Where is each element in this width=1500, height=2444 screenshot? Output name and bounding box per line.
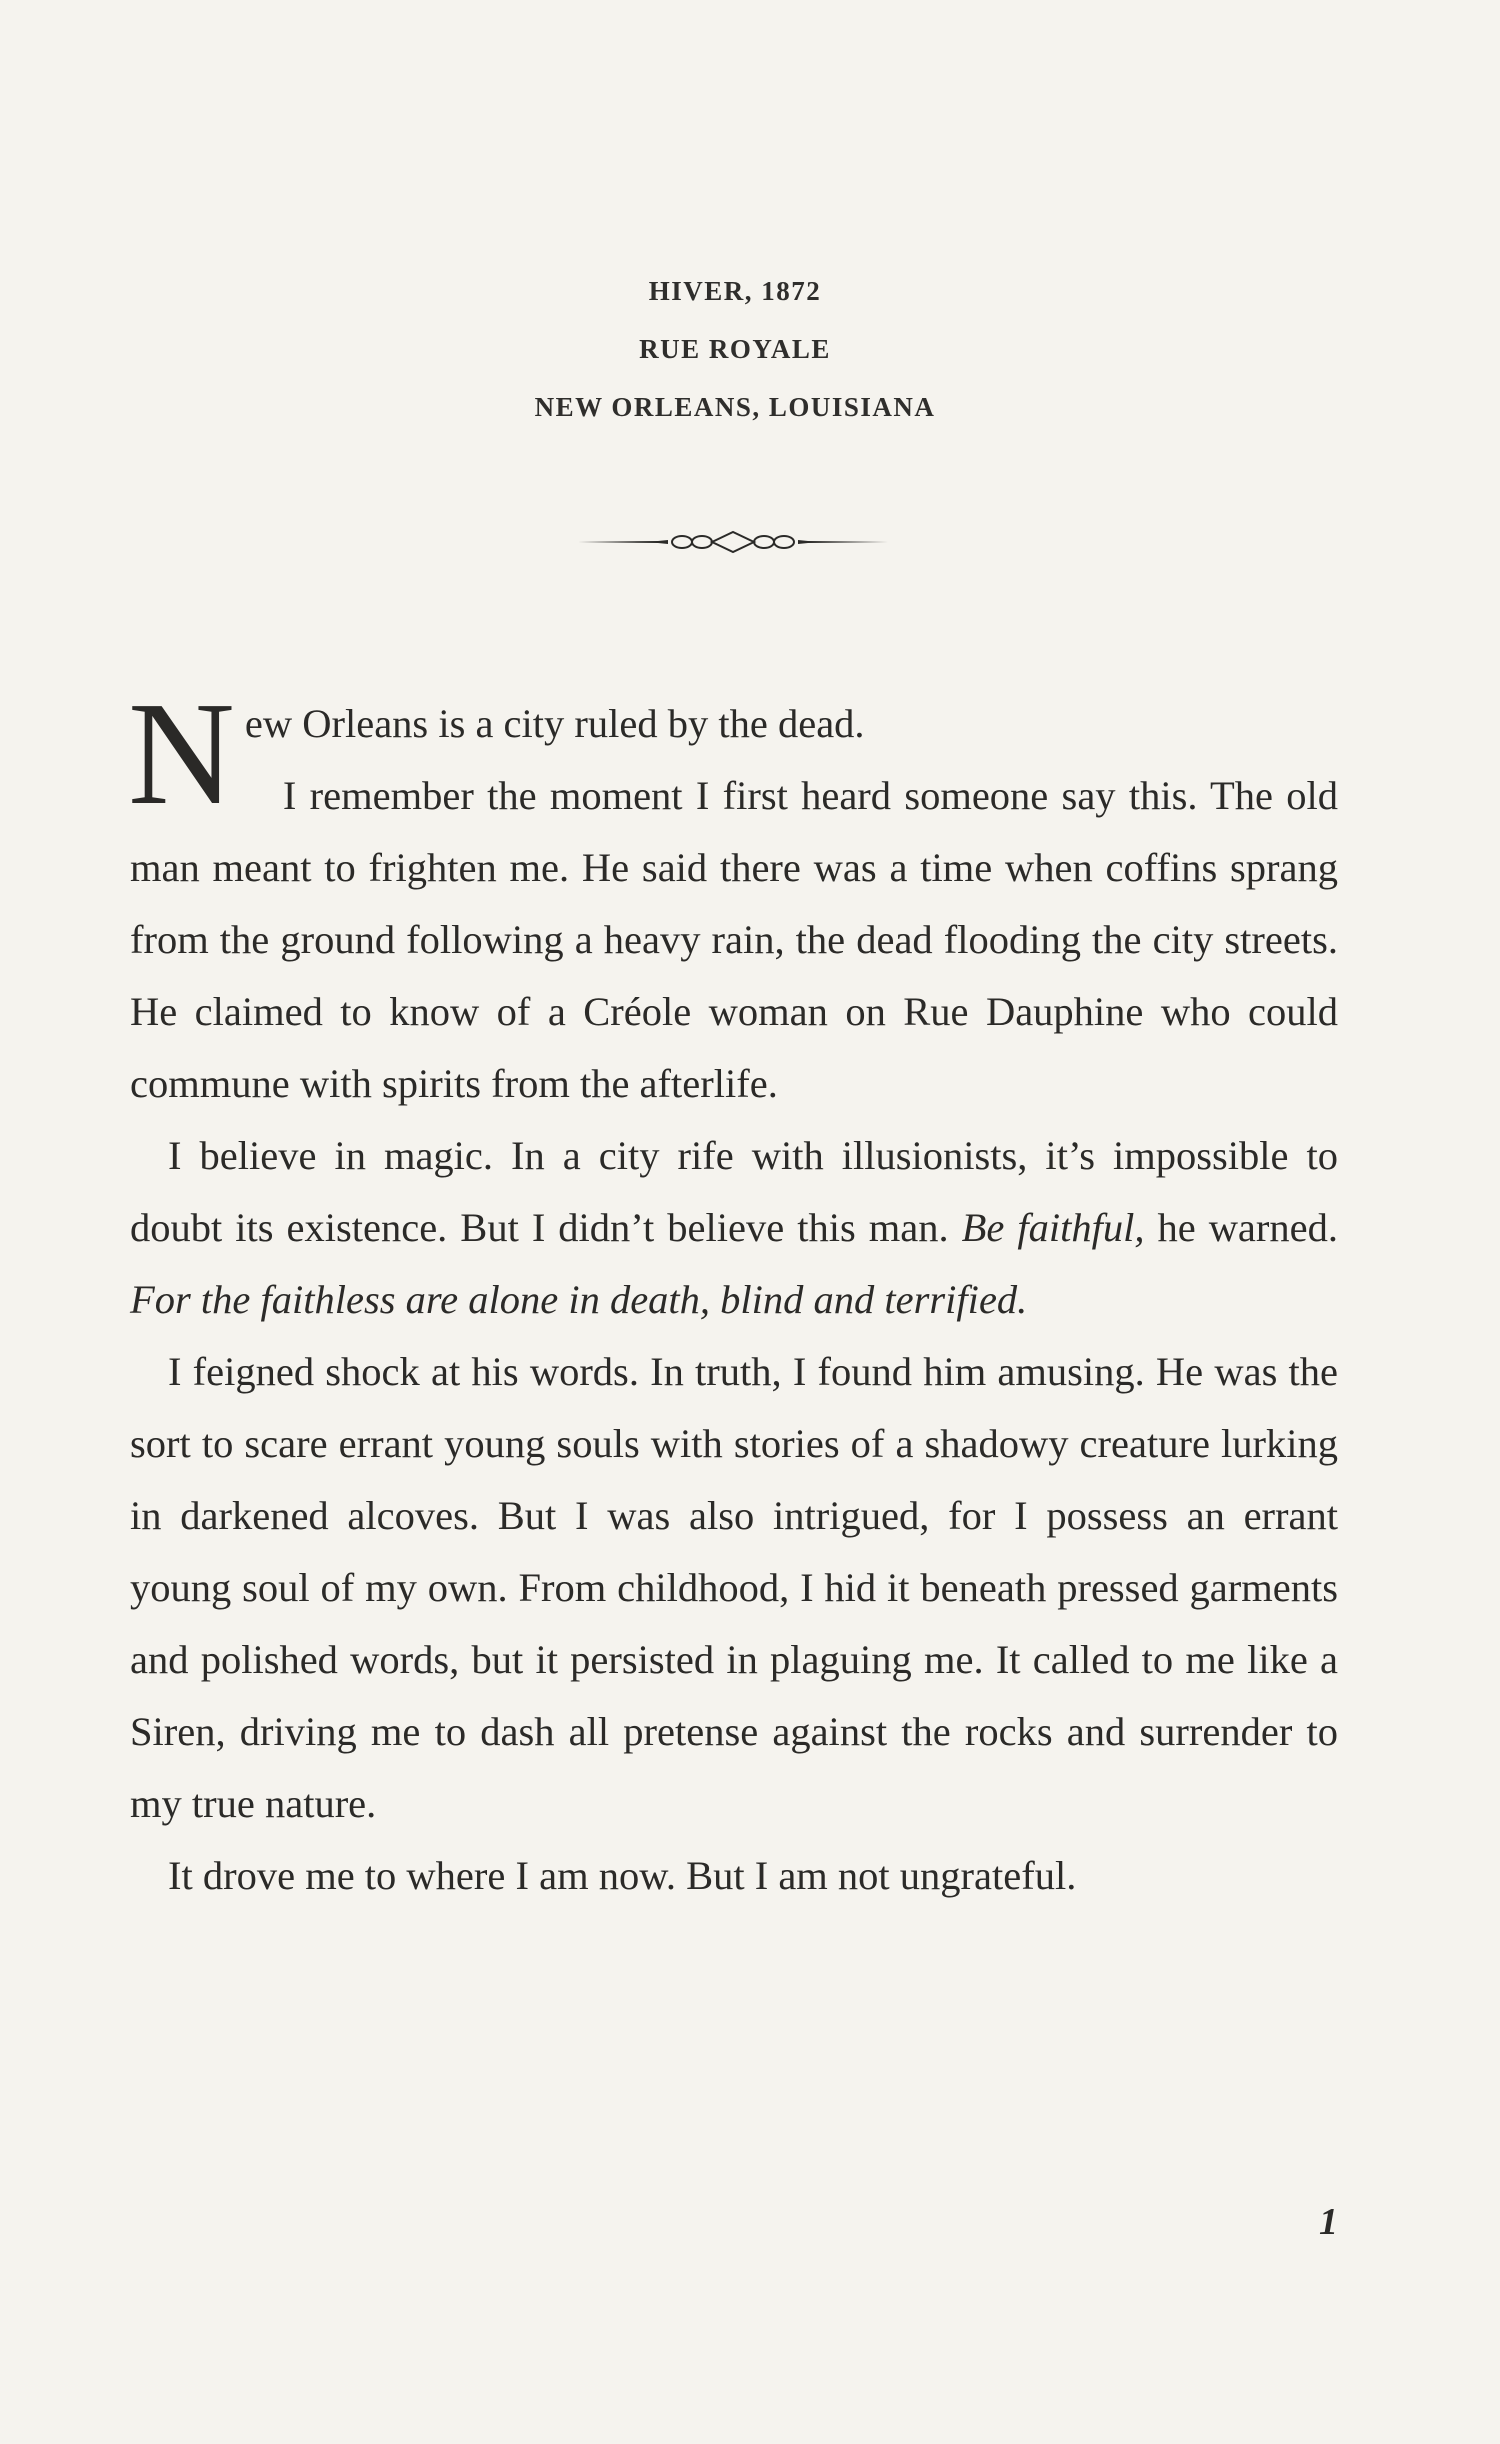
drop-cap: N xyxy=(128,672,235,836)
paragraph-1 xyxy=(128,672,1338,836)
body-text xyxy=(128,672,1339,1912)
paragraph-3-italic-b: For the faithless are alone in death, blind and terrified. xyxy=(130,1277,1028,1322)
paragraph-2: I remember the moment I first heard someone say this. The old man meant to frighten me. He said there was a time when coffins sprang from the ground following a heavy rain, the dead flooding the city streets. He claimed to know of a Créole woman on Rue Dauphine who could commune with spirits from the afterlife. xyxy=(130,773,1338,1106)
header-season: HIVER, 1872 xyxy=(648,276,822,306)
paragraph-1-text: ew Orleans is a city ruled by the dead. xyxy=(244,701,865,746)
paragraph-3-italic-a: Be faithful, xyxy=(961,1205,1145,1250)
paragraph-5: It drove me to where I am now. But I am not ungrateful. xyxy=(168,1853,1077,1898)
paragraph-3-text-a: I believe in magic. In a city rife with illusionists, it’s impossible to doubt its existence. But I didn’t believe this man. xyxy=(130,1133,1338,1250)
chapter-header xyxy=(0,262,1470,436)
paragraph-3-text-b: he warned. xyxy=(1144,1205,1339,1250)
paragraph-3 xyxy=(130,1120,1338,1336)
header-city: NEW ORLEANS, LOUISIANA xyxy=(534,392,936,422)
paragraph-4: I feigned shock at his words. In truth, I found him amusing. He was the sort to scare errant young souls with stories of a shadowy creature lurking in darkened alcoves. But I was also intrigued, for I possess an errant young soul of my own. From childhood, I hid it beneath pressed garments and polished words, but it persisted in plaguing me. It called to me like a Siren, driving me to dash all pretense against the rocks and surrender to my true nature. xyxy=(130,1349,1338,1826)
flourish-divider-icon xyxy=(578,528,888,556)
page-number: 1 xyxy=(1319,2201,1338,2243)
header-street: RUE ROYALE xyxy=(639,334,831,364)
